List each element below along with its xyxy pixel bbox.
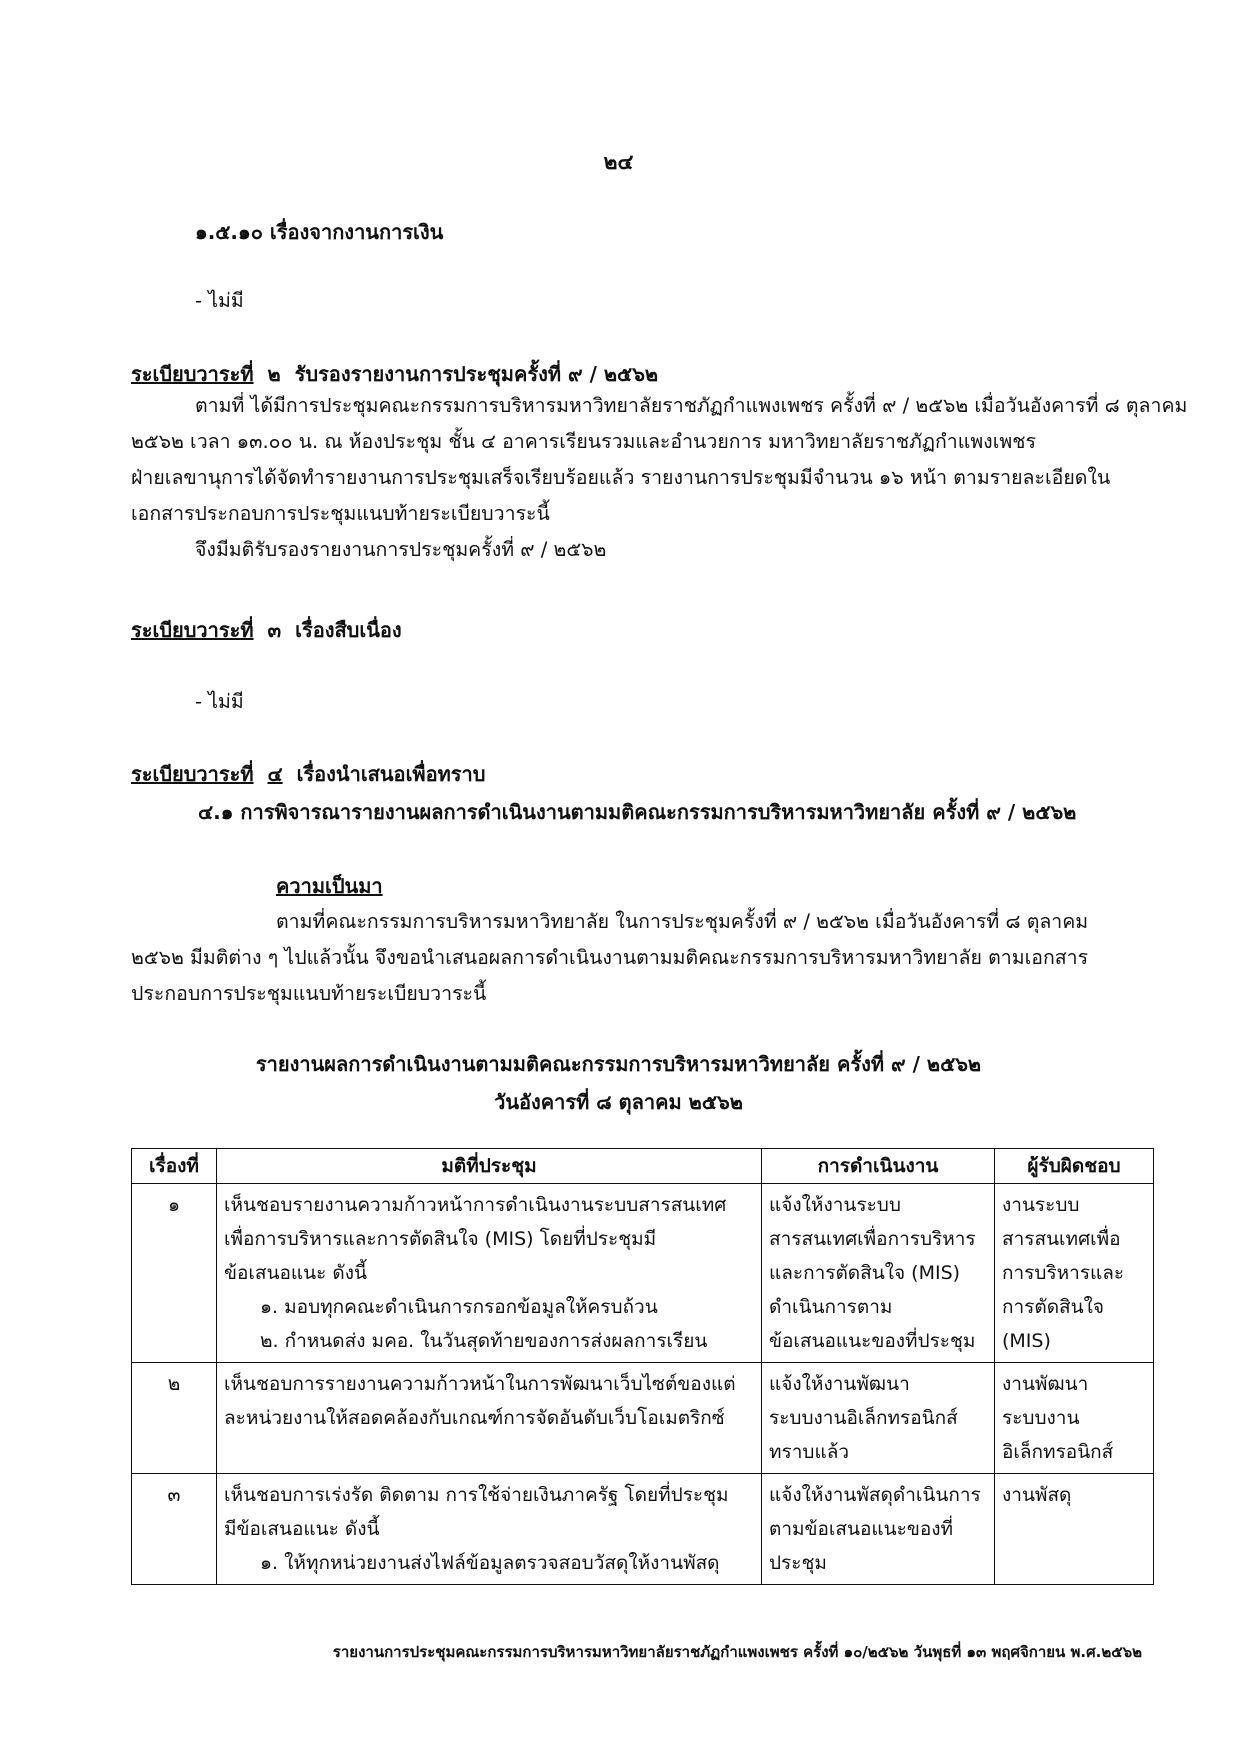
cell-line: ทราบแล้ว bbox=[769, 1441, 850, 1463]
table-header-row bbox=[132, 1149, 1154, 1184]
cell-line: ข้อเสนอแนะ ดังนี้ bbox=[224, 1262, 367, 1284]
agenda-title: เรื่องสืบเนื่อง bbox=[295, 618, 402, 642]
cell-action bbox=[762, 1474, 995, 1585]
agenda-3-body: - ไม่มี bbox=[195, 690, 244, 713]
agenda-2-heading bbox=[131, 358, 658, 390]
header-action: การดำเนินงาน bbox=[762, 1149, 995, 1184]
cell-no bbox=[132, 1184, 217, 1363]
cell-line: เพื่อการบริหารและการตัดสินใจ (MIS) โดยที่ประชุมมี bbox=[224, 1228, 657, 1250]
cell-line: ๒. กำหนดส่ง มคอ. ในวันสุดท้ายของการส่งผลการเรียน bbox=[260, 1330, 708, 1352]
cell-resolution bbox=[217, 1363, 762, 1474]
cell-line: แจ้งให้งานระบบ bbox=[769, 1194, 901, 1216]
cell-line: ละหน่วยงานให้สอดคล้องกับเกณฑ์การจัดอันดับเว็บโอเมตริกซ์ bbox=[224, 1407, 725, 1429]
cell-action bbox=[762, 1363, 995, 1474]
header-resolution: มติที่ประชุม bbox=[217, 1149, 762, 1184]
background-line: ประกอบการประชุมแนบท้ายระเบียบวาระนี้ bbox=[131, 982, 487, 1005]
resolution-table bbox=[131, 1148, 1154, 1585]
header-responsible: ผู้รับผิดชอบ bbox=[995, 1149, 1154, 1184]
cell-line: ระบบงานอิเล็กทรอนิกส์ bbox=[769, 1407, 958, 1429]
cell-responsible bbox=[995, 1363, 1154, 1474]
cell-line: สารสนเทศเพื่อการบริหาร bbox=[769, 1228, 976, 1250]
agenda-4-1-heading: ๔.๑ การพิจารณารายงานผลการดำเนินงานตามมติคณะกรรมการบริหารมหาวิทยาลัย ครั้งที่ ๙ / ๒๕๖๒ bbox=[198, 800, 1077, 824]
report-title: รายงานผลการดำเนินงานตามมติคณะกรรมการบริหารมหาวิทยาลัย ครั้งที่ ๙ / ๒๕๖๒ bbox=[255, 1052, 982, 1076]
cell-action bbox=[762, 1184, 995, 1363]
background-line: ๒๕๖๒ มีมติต่าง ๆ ไปแล้วนั้น จึงขอนำเสนอผลการดำเนินงานตามมติคณะกรรมการบริหารมหาวิทยาลัย ตามเอกสาร bbox=[131, 946, 1089, 969]
background-heading: ความเป็นมา bbox=[276, 874, 383, 898]
cell-line: ๓ bbox=[167, 1484, 181, 1506]
cell-no bbox=[132, 1363, 217, 1474]
page-number: ๒๔ bbox=[603, 150, 634, 174]
cell-line: มีข้อเสนอแนะ ดังนี้ bbox=[224, 1518, 380, 1540]
agenda-label: ระเบียบวาระที่ bbox=[131, 618, 254, 642]
cell-resolution bbox=[217, 1184, 762, 1363]
cell-line: แจ้งให้งานพัสดุดำเนินการ bbox=[769, 1484, 981, 1506]
cell-line: ๑. มอบทุกคณะดำเนินการกรอกข้อมูลให้ครบถ้วน bbox=[260, 1296, 658, 1318]
cell-line: งานระบบ bbox=[1002, 1194, 1080, 1216]
cell-line: การบริหารและ bbox=[1002, 1262, 1125, 1284]
agenda-number: ๔ bbox=[267, 762, 283, 786]
cell-line: งานพัฒนา bbox=[1002, 1373, 1089, 1395]
cell-line: เห็นชอบรายงานความก้าวหน้าการดำเนินงานระบบสารสนเทศ bbox=[224, 1194, 727, 1216]
cell-line: ข้อเสนอแนะของที่ประชุม bbox=[769, 1330, 976, 1352]
cell-line: สารสนเทศเพื่อ bbox=[1002, 1228, 1121, 1250]
cell-line: การตัดสินใจ bbox=[1002, 1296, 1105, 1318]
section-1-5-10-body: - ไม่มี bbox=[195, 289, 244, 312]
agenda-title: เรื่องนำเสนอเพื่อทราบ bbox=[296, 762, 486, 786]
agenda-2-resolution: จึงมีมติรับรองรายงานการประชุมครั้งที่ ๙ / ๒๕๖๒ bbox=[195, 538, 607, 561]
cell-no bbox=[132, 1474, 217, 1585]
agenda-number: ๒ bbox=[267, 362, 281, 386]
cell-line: (MIS) bbox=[1002, 1330, 1051, 1352]
cell-line: แจ้งให้งานพัฒนา bbox=[769, 1373, 910, 1395]
table-row bbox=[132, 1363, 1154, 1474]
cell-resolution bbox=[217, 1474, 762, 1585]
cell-line: ๒ bbox=[167, 1373, 181, 1395]
section-heading-1-5-10: ๑.๕.๑๐ เรื่องจากงานการเงิน bbox=[195, 220, 444, 244]
agenda-3-heading bbox=[131, 614, 402, 646]
agenda-2-line: ๒๕๖๒ เวลา ๑๓.๐๐ น. ณ ห้องประชุม ชั้น ๔ อาคารเรียนรวมและอำนวยการ มหาวิทยาลัยราชภัฏกำแพงเพชร bbox=[131, 430, 1036, 453]
cell-line: ๑. ให้ทุกหน่วยงานส่งไฟล์ข้อมูลตรวจสอบวัสดุให้งานพัสดุ bbox=[260, 1552, 720, 1574]
agenda-2-line: ตามที่ ได้มีการประชุมคณะกรรมการบริหารมหาวิทยาลัยราชภัฏกำแพงเพชร ครั้งที่ ๙ / ๒๕๖๒ เมื่อวันอังคารที่ ๘ ตุลาคม bbox=[195, 394, 1188, 417]
table-row bbox=[132, 1184, 1154, 1363]
agenda-title: รับรองรายงานการประชุมครั้งที่ ๙ / ๒๕๖๒ bbox=[294, 362, 659, 386]
agenda-2-line: ฝ่ายเลขานุการได้จัดทำรายงานการประชุมเสร็จเรียบร้อยแล้ว รายงานการประชุมมีจำนวน ๑๖ หน้า ตามรายละเอียดใน bbox=[131, 466, 1111, 489]
agenda-label: ระเบียบวาระที่ bbox=[131, 362, 254, 386]
cell-line: ๑ bbox=[167, 1194, 181, 1216]
background-line: ตามที่คณะกรรมการบริหารมหาวิทยาลัย ในการประชุมครั้งที่ ๙ / ๒๕๖๒ เมื่อวันอังคารที่ ๘ ตุลาคม bbox=[276, 910, 1089, 933]
table-row bbox=[132, 1474, 1154, 1585]
page-footer: รายงานการประชุมคณะกรรมการบริหารมหาวิทยาลัยราชภัฏกำแพงเพชร ครั้งที่ ๑๐/๒๕๖๒ วันพุธที่ ๑๓ พฤศจิกายน พ.ศ.๒๕๖๒ bbox=[332, 1643, 1142, 1661]
cell-line: ตามข้อเสนอแนะของที่ bbox=[769, 1518, 954, 1540]
agenda-number: ๓ bbox=[267, 618, 282, 642]
agenda-4-heading bbox=[131, 758, 485, 790]
cell-line: ประชุม bbox=[769, 1552, 827, 1574]
cell-line: และการตัดสินใจ (MIS) bbox=[769, 1262, 961, 1284]
cell-line: งานพัสดุ bbox=[1002, 1484, 1072, 1506]
agenda-2-line: เอกสารประกอบการประชุมแนบท้ายระเบียบวาระนี้ bbox=[131, 502, 550, 525]
cell-line: เห็นชอบการรายงานความก้าวหน้าในการพัฒนาเว็บไซต์ของแต่ bbox=[224, 1373, 736, 1395]
report-date: วันอังคารที่ ๘ ตุลาคม ๒๕๖๒ bbox=[494, 1090, 743, 1114]
cell-line: ดำเนินการตาม bbox=[769, 1296, 893, 1318]
agenda-label: ระเบียบวาระที่ bbox=[131, 762, 254, 786]
header-no: เรื่องที่ bbox=[132, 1149, 217, 1184]
cell-line: เห็นชอบการเร่งรัด ติดตาม การใช้จ่ายเงินภาครัฐ โดยที่ประชุม bbox=[224, 1484, 729, 1506]
cell-line: อิเล็กทรอนิกส์ bbox=[1002, 1441, 1114, 1463]
cell-responsible bbox=[995, 1184, 1154, 1363]
cell-line: ระบบงาน bbox=[1002, 1407, 1080, 1429]
cell-responsible bbox=[995, 1474, 1154, 1585]
